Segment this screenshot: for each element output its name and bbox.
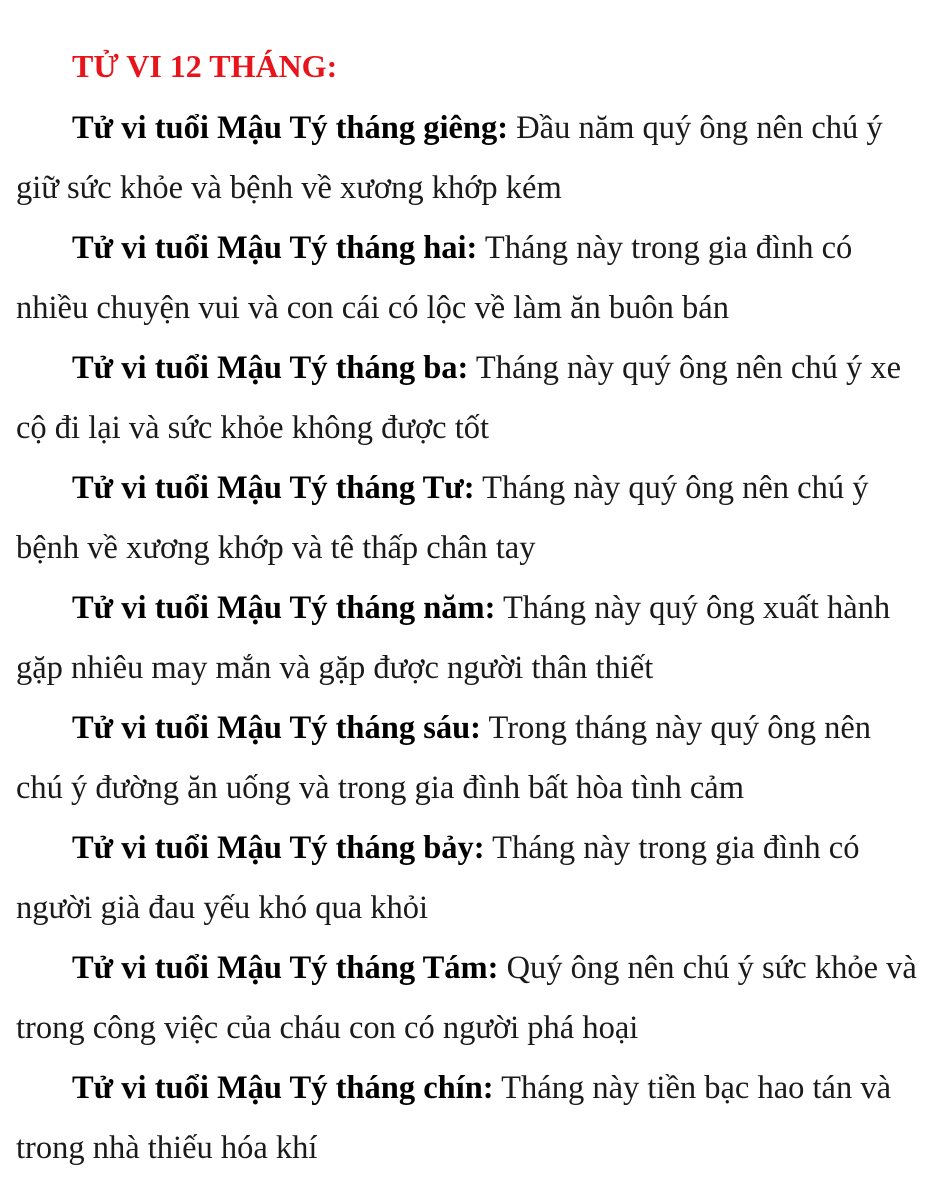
month-entry-title: Tử vi tuổi Mậu Tý tháng chín:: [72, 1070, 494, 1106]
month-entry-8: [16, 938, 921, 1058]
month-entry-text: Tháng này tiền bạc hao tán và trong nhà thiếu hóa khí: [16, 1070, 892, 1166]
month-entry-5: [16, 578, 921, 698]
month-entry-3: [16, 338, 921, 458]
month-entry-text: Tháng này quý ông nên chú ý bệnh về xương khớp và tê thấp chân tay: [16, 470, 869, 566]
month-entry-title: Tử vi tuổi Mậu Tý tháng hai:: [72, 230, 478, 266]
month-entry-title: Tử vi tuổi Mậu Tý tháng ba:: [72, 350, 469, 386]
monthly-horoscope-list: [16, 98, 921, 1178]
month-entry-text: Trong tháng này quý ông nên chú ý đường ăn uống và trong gia đình bất hòa tình cảm: [16, 710, 871, 806]
month-entry-1: [16, 98, 921, 218]
month-entry-4: [16, 458, 921, 578]
month-entry-text: Tháng này trong gia đình có người già đau yếu khó qua khỏi: [16, 830, 860, 926]
month-entry-9: [16, 1058, 921, 1178]
month-entry-2: [16, 218, 921, 338]
month-entry-6: [16, 698, 921, 818]
month-entry-text: Tháng này quý ông nên chú ý xe cộ đi lại và sức khỏe không được tốt: [16, 350, 901, 446]
month-entry-text: Tháng này quý ông xuất hành gặp nhiêu may mắn và gặp được người thân thiết: [16, 590, 891, 686]
month-entry-7: [16, 818, 921, 938]
month-entry-text: Đầu năm quý ông nên chú ý giữ sức khỏe và bệnh về xương khớp kém: [16, 110, 883, 206]
month-entry-title: Tử vi tuổi Mậu Tý tháng Tám:: [72, 950, 499, 986]
month-entry-title: Tử vi tuổi Mậu Tý tháng giêng:: [72, 110, 509, 146]
month-entry-title: Tử vi tuổi Mậu Tý tháng năm:: [72, 590, 496, 626]
section-heading: TỬ VI 12 THÁNG:: [72, 48, 338, 84]
month-entry-text: Tháng này trong gia đình có nhiều chuyện vui và con cái có lộc về làm ăn buôn bán: [16, 230, 853, 326]
month-entry-title: Tử vi tuổi Mậu Tý tháng bảy:: [72, 830, 485, 866]
month-entry-title: Tử vi tuổi Mậu Tý tháng sáu:: [72, 710, 481, 746]
month-entry-text: Quý ông nên chú ý sức khỏe và trong công việc của cháu con có người phá hoại: [16, 950, 917, 1046]
month-entry-title: Tử vi tuổi Mậu Tý tháng Tư:: [72, 470, 475, 506]
